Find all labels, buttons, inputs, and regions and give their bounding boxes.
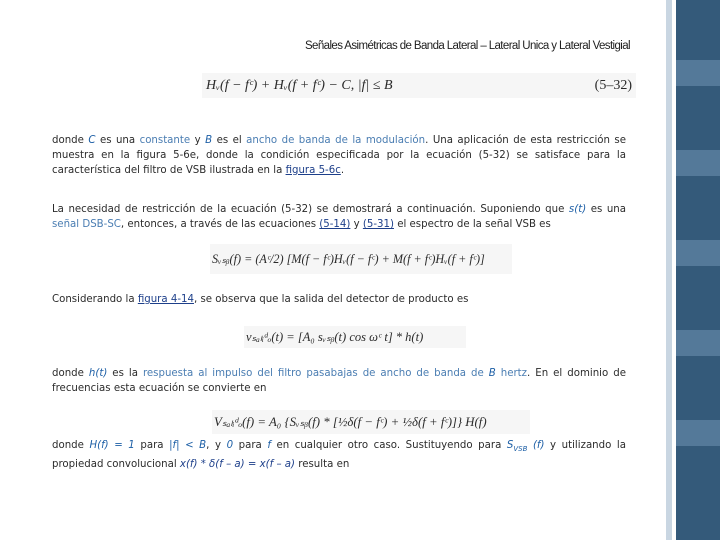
equation-body: Hᵥ(f − fᶜ) + Hᵥ(f + fᶜ) − C, |f| ≤ B [206, 78, 393, 93]
highlight-term: respuesta al impulso del filtro pasabajas de ancho de banda de [142, 368, 489, 379]
text: es la [107, 368, 143, 379]
s-subscript: VSB [513, 445, 528, 454]
paragraph-5 [52, 438, 626, 472]
text: La necesidad de restricción de la ecuación (5-32) se demostrará a continuación. Suponiendo que [52, 204, 569, 215]
text: es una [586, 204, 626, 215]
side-band-tile [676, 150, 720, 176]
side-band-tile [676, 420, 720, 446]
variable-c: C [88, 135, 96, 146]
value-zero: 0 [226, 440, 234, 451]
paragraph-2 [52, 202, 626, 232]
paragraph-3 [52, 292, 626, 307]
text: y [190, 135, 206, 146]
equation-5-32 [202, 73, 636, 98]
variable-h-t: h(t) [88, 368, 108, 379]
text: para [134, 440, 170, 451]
equation-frequency-domain [212, 410, 530, 434]
text: donde [52, 368, 89, 379]
text: donde [52, 440, 90, 451]
text: . Una aplicación de esta restricción se muestra en la figura 5-6e, donde la condición especificada por la ecuación (5-32) se satisface para la característica del filtro de VSB ilustrada en la [52, 135, 626, 176]
equation-body: Vₛₐₗᵢᵈₒ(f) = A₀ {Sᵥₛᵦ(f) * [½δ(f − fᶜ) + ½δ(f + fᶜ)]} H(f) [214, 415, 487, 429]
s-main: S [506, 440, 514, 451]
side-band-light-strip [666, 0, 672, 540]
text: , y [206, 440, 227, 451]
equation-detector-output [244, 326, 466, 348]
text: para [233, 440, 268, 451]
text: en cualquier otro caso. Sustituyendo para [270, 440, 507, 451]
equation-number: (5–32) [594, 78, 632, 93]
equation-body: Sᵥₛᵦ(f) = (Aᶜ/2) [M(f − fᶜ)Hᵥ(f − fᶜ) + M(f + fᶜ)Hᵥ(f + fᶜ)] [212, 252, 485, 266]
variable-s-vsb [506, 440, 545, 454]
highlight-term: constante [139, 135, 191, 146]
variable-s-t: s(t) [568, 204, 587, 215]
text: y [350, 219, 363, 230]
text: resulta en [295, 459, 350, 471]
link-eq-5-14[interactable]: (5-14) [319, 219, 351, 230]
equation-vsb-spectrum [210, 244, 512, 274]
condition-f-lt-b: |f| < B [169, 440, 207, 451]
highlight-term: hertz [495, 368, 528, 379]
text: , entonces, a través de las ecuaciones [120, 219, 320, 230]
link-figura-4-14[interactable]: figura 4-14 [137, 294, 194, 305]
decorative-side-band [666, 0, 720, 540]
text: donde [52, 135, 89, 146]
slide-title: Señales Asimétricas de Banda Lateral – Lateral Unica y Lateral Vestigial [304, 40, 630, 52]
s-argument: (f) [527, 440, 545, 451]
link-figura-5-6c[interactable]: figura 5-6c [285, 165, 341, 176]
paragraph-1 [52, 133, 626, 178]
text: y utilizando la propiedad convolucional [52, 440, 626, 471]
side-band-tile [676, 240, 720, 266]
side-band-tile [676, 330, 720, 356]
convolution-property: x(f) * δ(f – a) = x(f – a) [179, 459, 296, 471]
text: el espectro de la señal VSB es [393, 219, 551, 230]
equation-body: vₛₐₗᵢᵈₒ(t) = [A₀ sᵥₛᵦ(t) cos ωᶜ t] * h(t) [246, 330, 424, 344]
highlight-term: ancho de banda de la modulación [246, 135, 426, 146]
variable-b: B [488, 368, 496, 379]
text: . [340, 165, 345, 176]
link-eq-5-31[interactable]: (5-31) [362, 219, 394, 230]
text: , se observa que la salida del detector de producto es [193, 294, 469, 305]
side-band-tile [676, 60, 720, 86]
highlight-term: señal DSB-SC [52, 219, 121, 230]
text: es una [95, 135, 140, 146]
variable-f: f [267, 440, 271, 451]
text: Considerando la [52, 294, 138, 305]
paragraph-4 [52, 366, 626, 396]
text: es el [212, 135, 247, 146]
text: . En el dominio de frecuencias esta ecuación se convierte en [52, 368, 626, 394]
variable-h-f: H(f) = 1 [89, 440, 135, 451]
variable-b: B [205, 135, 213, 146]
